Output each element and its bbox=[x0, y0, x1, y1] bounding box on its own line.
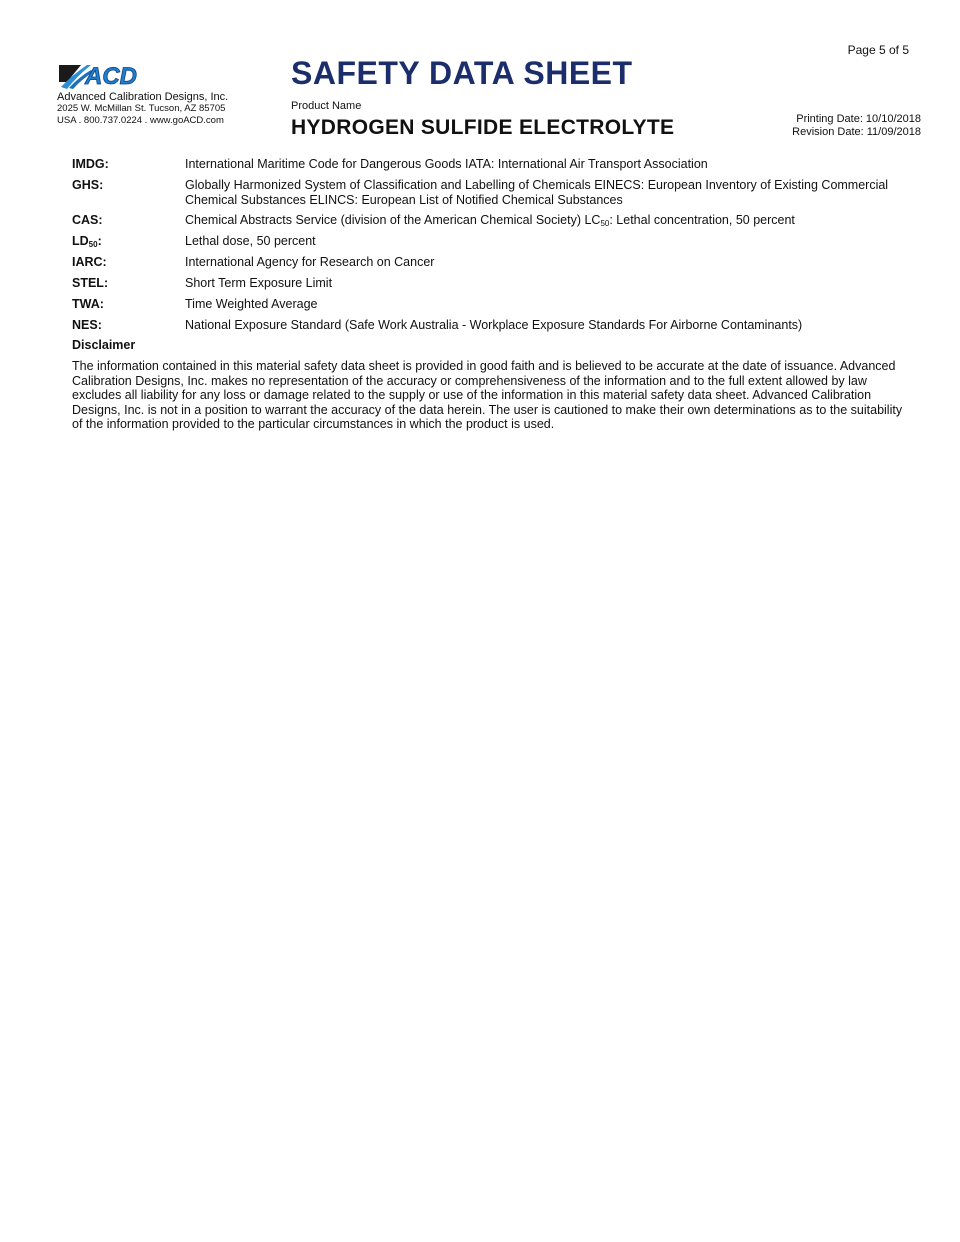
abbrev-value: International Agency for Research on Cancer bbox=[185, 255, 435, 269]
product-name-label: Product Name bbox=[291, 100, 362, 112]
abbrev-label bbox=[72, 234, 182, 249]
subscript: 50 bbox=[88, 240, 98, 249]
abbrev-label: IARC: bbox=[72, 255, 107, 269]
product-name: HYDROGEN SULFIDE ELECTROLYTE bbox=[291, 116, 675, 139]
value-text: Chemical Abstracts Service (division of the American Chemical Society) LC bbox=[185, 213, 601, 227]
abbrev-label: TWA: bbox=[72, 297, 104, 311]
abbrev-label: IMDG: bbox=[72, 157, 109, 171]
svg-text:ACD: ACD bbox=[85, 63, 137, 90]
abbrev-value bbox=[185, 213, 905, 228]
label-text: LD bbox=[72, 234, 89, 248]
abbrev-value: National Exposure Standard (Safe Work Australia - Workplace Exposure Standards For Airborne Contaminants) bbox=[185, 318, 803, 332]
page-number: Page 5 of 5 bbox=[847, 43, 909, 57]
value-text: : Lethal concentration, 50 percent bbox=[609, 213, 795, 227]
disclaimer-text: The information contained in this material safety data sheet is provided in good faith and is believed to be accurate at the date of issuance. Advanced Calibration Designs, Inc. makes no representation of the accuracy or comprehensiveness of the information and to the full extent allowed by law excludes all liability for any loss or damage related to the supply or use of the information in this material safety data sheet. Advanced Calibration Designs, Inc. is not in a position to warrant the accuracy of the data herein. The user is cautioned to make their own determinations as to the suitability of the information provided to the particular circumstances in which the product is used. bbox=[72, 359, 903, 431]
abbrev-label: NES: bbox=[72, 318, 102, 332]
abbrev-value: Short Term Exposure Limit bbox=[185, 276, 333, 290]
company-address: 2025 W. McMillan St. Tucson, AZ 85705 bbox=[57, 103, 226, 114]
abbrev-label: STEL: bbox=[72, 276, 109, 290]
printing-date: Printing Date: 10/10/2018 bbox=[796, 113, 921, 125]
company-contact: USA . 800.737.0224 . www.goACD.com bbox=[57, 115, 224, 126]
abbrev-value: International Maritime Code for Dangerous Goods IATA: International Air Transport Association bbox=[185, 157, 708, 171]
company-info bbox=[57, 91, 228, 127]
abbrev-value: Time Weighted Average bbox=[185, 297, 318, 311]
acd-logo bbox=[57, 62, 147, 90]
company-name: Advanced Calibration Designs, Inc. bbox=[57, 91, 229, 103]
label-text: : bbox=[97, 234, 102, 248]
abbrev-label: GHS: bbox=[72, 178, 104, 192]
abbrev-label: CAS: bbox=[72, 213, 103, 227]
disclaimer-heading: Disclaimer bbox=[72, 338, 136, 352]
revision-date: Revision Date: 11/09/2018 bbox=[792, 125, 921, 138]
subscript: 50 bbox=[600, 219, 610, 228]
dates bbox=[792, 113, 921, 138]
abbrev-value: Globally Harmonized System of Classification and Labelling of Chemicals EINECS: European Inventory of Existing Commercial Chemical Substances ELINCS: European List of Notified Chemical Substances bbox=[185, 178, 889, 207]
abbrev-value: Lethal dose, 50 percent bbox=[185, 234, 316, 248]
document-title: SAFETY DATA SHEET bbox=[291, 55, 633, 91]
